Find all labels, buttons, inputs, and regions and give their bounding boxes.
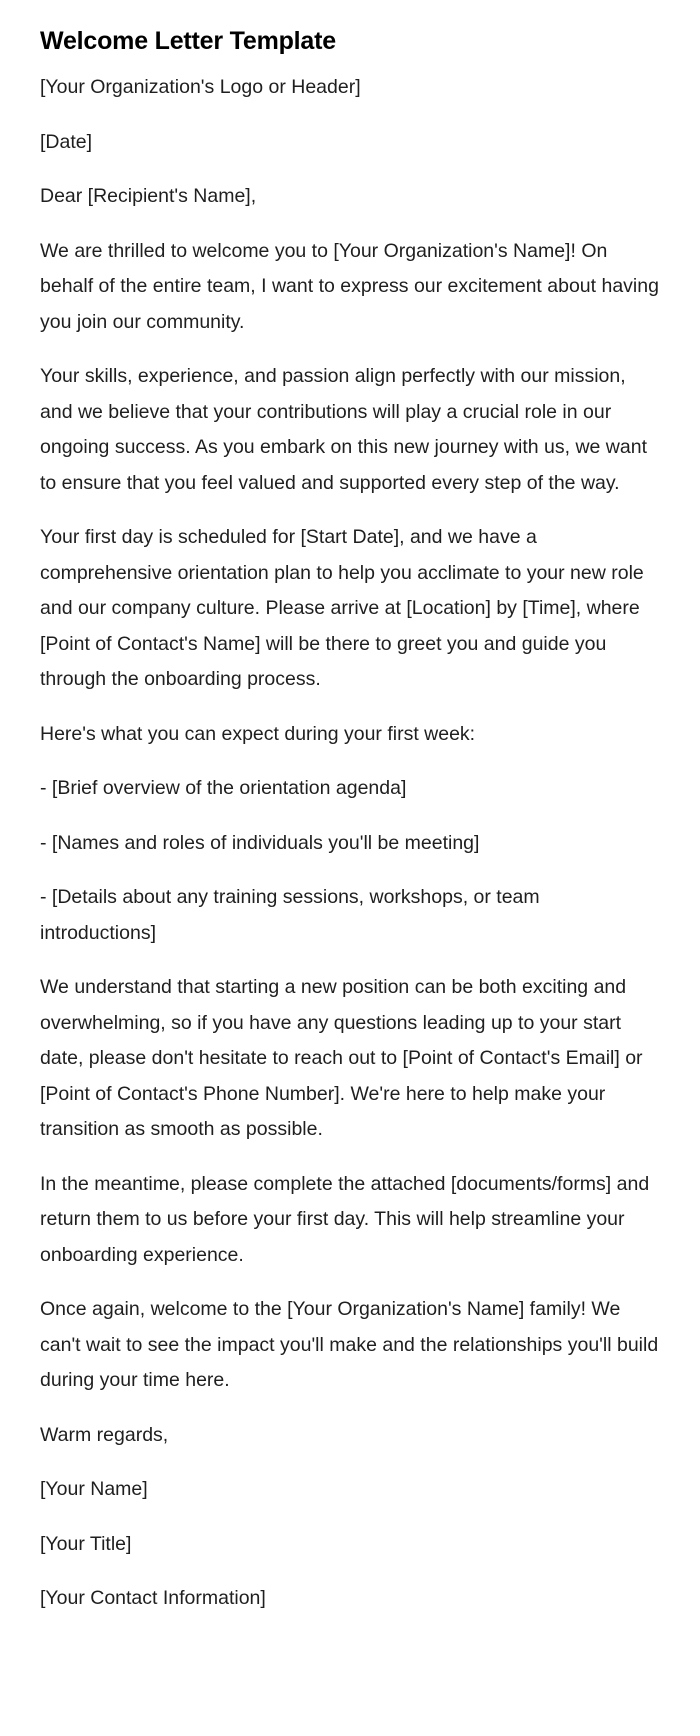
date-placeholder: [Date]: [40, 130, 93, 153]
salutation: Dear [Recipient's Name],: [40, 185, 257, 207]
list-item: - [Details about any training sessions, workshops, or team introductions]: [40, 886, 540, 944]
signature-contact: [Your Contact Information]: [40, 1587, 266, 1609]
questions-paragraph: We understand that starting a new position can be both exciting and overwhelming, so if you have any questions leading up to your start date, please don't hesitate to reach out to [Point of Contact's Email] or [Point of Contact's Phone Number]. We're here to help make your transition as smooth as possible.: [40, 976, 643, 1140]
first-day-paragraph: Your first day is scheduled for [Start Date], and we have a comprehensive orientation plan to help you acclimate to your new role and our company culture. Please arrive at [Location] by [Time], where [Point of Contact's Name] will be there to greet you and guide you through the onboarding process.: [40, 526, 644, 690]
signature-name: [Your Name]: [40, 1478, 148, 1500]
sign-off: Warm regards,: [40, 1423, 169, 1446]
documents-paragraph: In the meantime, please complete the attached [documents/forms] and return them to us before your first day. This will help streamline your onboarding experience.: [40, 1172, 650, 1266]
signature-title: [Your Title]: [40, 1532, 132, 1555]
list-item: - [Brief overview of the orientation agenda]: [40, 777, 407, 799]
expectations-intro: Here's what you can expect during your first week:: [40, 722, 476, 745]
welcome-paragraph: We are thrilled to welcome you to [Your Organization's Name]! On behalf of the entire team, I want to express our excitement about having you join our community.: [40, 239, 659, 333]
list-item: - [Names and roles of individuals you'll be meeting]: [40, 831, 480, 854]
skills-paragraph: Your skills, experience, and passion align perfectly with our mission, and we believe that your contributions will play a crucial role in our ongoing success. As you embark on this new journey with us, we want to ensure that you feel valued and supported every step of the way.: [40, 365, 647, 494]
document-title: Welcome Letter Template: [40, 27, 336, 55]
logo-header-placeholder: [Your Organization's Logo or Header]: [40, 76, 361, 98]
closing-paragraph: Once again, welcome to the [Your Organization's Name] family! We can't wait to see the impact you'll make and the relationships you'll build during your time here.: [40, 1298, 659, 1391]
